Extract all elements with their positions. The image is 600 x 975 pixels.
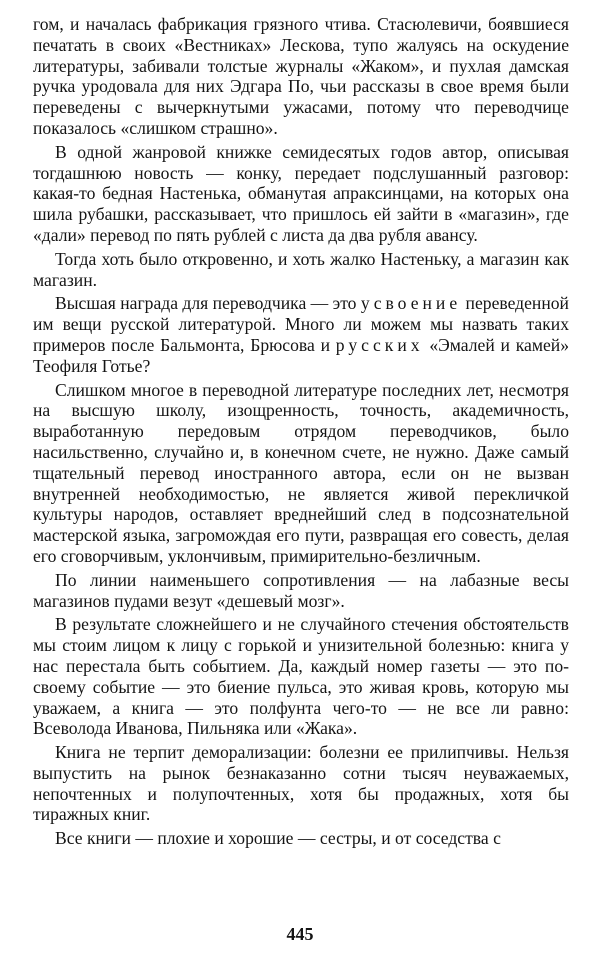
page-text — [33, 14, 569, 852]
emphasis-russkih: русских — [335, 334, 424, 355]
paragraph-5: Слишком многое в переводной литературе последних лет, несмотря на высшую школу, изощренность, точность, академичность, выработанную передовым отрядом переводчиков, было насильственно, случайно и, в конечном счете, не нужно. Даже самый тщательный перевод иностранного автора, если он не вызван внутренней необходимостью, не является живой перекличкой культуры народов, оставляет вреднейший след в подсознательной мастерской языка, загромождая его пути, развращая его совесть, делая его сговорчивым, уклончивым, примирительно-безличным. — [33, 379, 569, 566]
paragraph-3: Тогда хоть было откровенно, и хоть жалко Настеньку, а магазин как магазин. — [33, 248, 569, 290]
paragraph-8: Книга не терпит деморализации: болезни ее прилипчивы. Нельзя выпустить на рынок безнаказанно сотни тысяч неуважаемых, непочтенных и полупочтенных, хотя бы продажных, хотя бы тиражных книг. — [33, 742, 569, 825]
paragraph-1: гом, и началась фабрикация грязного чтива. Стасюлевичи, боявшиеся печатать в своих «Вестниках» Лескова, тупо жалуясь на оскудение литературы, забивали толстые журналы «Жаком», и пухлая дамская ручка уродовала для них Эдгара По, чьи рассказы в свое время были переведены с вычеркнутыми ужасами, потому что переводчице показалось «слишком страшно». — [33, 14, 569, 138]
paragraph-4 — [33, 293, 569, 376]
paragraph-9: Все книги — плохие и хорошие — сестры, и от соседства с — [55, 828, 501, 849]
paragraph-4-middle: переведенной им вещи русской литературой. Много ли можем мы назвать таких примеров после Бальмонта, Брюсова и — [33, 293, 569, 355]
paragraph-4-before: Высшая награда для переводчика — это — [55, 293, 361, 314]
paragraph-7: В результате сложнейшего и не случайного стечения обстоятельств мы стоим лицом к лицу с горькой и унизительной болезнью: книга у нас перестала быть событием. Да, каждый номер газеты — это по-своему событие — это биение пульса, это живая кровь, которую мы уважаем, а книга — это полфунта чего-то — не все ли равно: Всеволода Иванова, Пильняка или «Жака». — [33, 614, 569, 739]
paragraph-4-after: «Эмалей и камей» Теофиля Готье? — [33, 334, 569, 376]
emphasis-usvoenie: усвоение — [360, 293, 462, 314]
paragraph-6: По линии наименьшего сопротивления — на лабазные весы магазинов пудами везут «дешевый мозг». — [33, 569, 569, 611]
paragraph-2: В одной жанровой книжке семидесятых годов автор, описывая тогдашнюю новость — конку, передает подслушанный разговор: какая-то бедная Настенька, обманутая апраксинцами, на которых она шила рубашки, рассказывает, что пришлось ей зайти в «магазин», где «дали» перевод по пять рублей с листа да два рубля авансу. — [33, 141, 569, 245]
page-number: 445 — [286, 924, 314, 944]
